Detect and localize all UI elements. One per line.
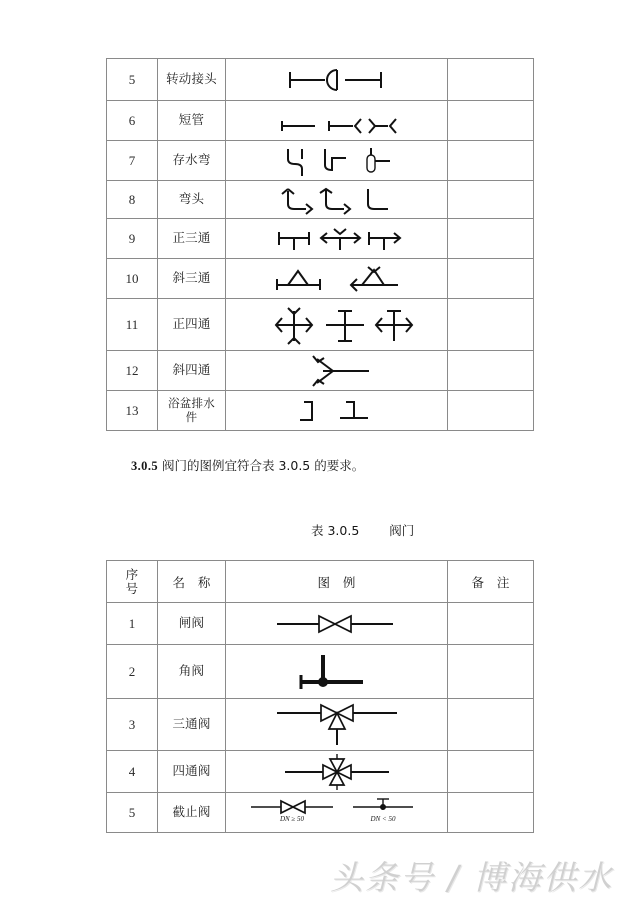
- row-name: 存水弯: [158, 141, 226, 181]
- row-number: 6: [107, 101, 158, 141]
- row-number: 1: [107, 603, 158, 645]
- header-no: [107, 561, 158, 603]
- row-note: [448, 645, 534, 699]
- row-name: [158, 391, 226, 431]
- globe-valve-label-small: DN < 50: [370, 814, 395, 823]
- header-symbol: 图 例: [226, 561, 448, 603]
- row-name: 闸阀: [158, 603, 226, 645]
- row-number: 5: [107, 793, 158, 833]
- symbol-short-pipe: [226, 101, 448, 141]
- table-header-row: [107, 561, 534, 603]
- symbol-tee-straight: [226, 219, 448, 259]
- caption-prefix: 表 3.0.5: [311, 523, 360, 538]
- row-number: 13: [107, 391, 158, 431]
- table-row: [107, 219, 534, 259]
- table-row: [107, 59, 534, 101]
- symbol-globe-valve: [226, 793, 448, 833]
- pipe-fittings-table: [106, 58, 534, 431]
- symbol-cross-oblique: [226, 351, 448, 391]
- row-name-line2: 件: [185, 409, 198, 424]
- clause-number: 3.0.5: [131, 459, 158, 473]
- row-note: [448, 391, 534, 431]
- table-row: [107, 181, 534, 219]
- row-note: [448, 351, 534, 391]
- row-number: 7: [107, 141, 158, 181]
- row-note: [448, 751, 534, 793]
- symbol-rotary-joint: [226, 59, 448, 101]
- row-number: 8: [107, 181, 158, 219]
- header-no-line2: 号: [125, 580, 139, 596]
- table-row: [107, 699, 534, 751]
- caption-title: 阀门: [389, 523, 415, 538]
- row-note: [448, 259, 534, 299]
- symbol-water-trap: [226, 141, 448, 181]
- clause-text: 阀门的图例宜符合表 3.0.5 的要求。: [161, 458, 365, 473]
- symbol-tee-oblique: [226, 259, 448, 299]
- row-number: 12: [107, 351, 158, 391]
- row-note: [448, 101, 534, 141]
- row-number: 2: [107, 645, 158, 699]
- row-number: 10: [107, 259, 158, 299]
- row-note: [448, 219, 534, 259]
- row-name: 截止阀: [158, 793, 226, 833]
- watermark: 头条号 / 博海供水: [330, 858, 614, 897]
- row-note: [448, 181, 534, 219]
- clause-3-0-5: [131, 456, 364, 474]
- header-no-line1: 序: [125, 566, 139, 582]
- row-name: 正三通: [158, 219, 226, 259]
- symbol-gate-valve: [226, 603, 448, 645]
- row-name: 弯头: [158, 181, 226, 219]
- row-note: [448, 299, 534, 351]
- header-note: 备 注: [448, 561, 534, 603]
- row-number: 9: [107, 219, 158, 259]
- row-name: 三通阀: [158, 699, 226, 751]
- row-note: [448, 793, 534, 833]
- row-number: 5: [107, 59, 158, 101]
- table-row: [107, 259, 534, 299]
- table-row: [107, 391, 534, 431]
- row-note: [448, 59, 534, 101]
- row-name-line1: 浴盆排水: [168, 395, 215, 410]
- table-row: [107, 603, 534, 645]
- row-name: 转动接头: [158, 59, 226, 101]
- table-row: [107, 141, 534, 181]
- row-name: 短管: [158, 101, 226, 141]
- table-row: [107, 645, 534, 699]
- globe-valve-label-large: DN ≥ 50: [279, 814, 304, 823]
- symbol-three-way-valve: [226, 699, 448, 751]
- header-name: 名 称: [158, 561, 226, 603]
- table-row: [107, 793, 534, 833]
- row-name: 角阀: [158, 645, 226, 699]
- valves-table: [106, 560, 534, 833]
- table-row: [107, 299, 534, 351]
- row-number: 11: [107, 299, 158, 351]
- table-row: [107, 351, 534, 391]
- row-name: 斜三通: [158, 259, 226, 299]
- row-name: 正四通: [158, 299, 226, 351]
- table-caption-3-0-5: [311, 521, 414, 539]
- symbol-angle-valve: [226, 645, 448, 699]
- row-name: 斜四通: [158, 351, 226, 391]
- table-row: [107, 751, 534, 793]
- row-number: 4: [107, 751, 158, 793]
- symbol-bath-drain: [226, 391, 448, 431]
- row-note: [448, 141, 534, 181]
- row-name: 四通阀: [158, 751, 226, 793]
- row-number: 3: [107, 699, 158, 751]
- symbol-four-way-valve: [226, 751, 448, 793]
- symbol-elbow: [226, 181, 448, 219]
- symbol-cross-straight: [226, 299, 448, 351]
- row-note: [448, 603, 534, 645]
- table-row: [107, 101, 534, 141]
- row-note: [448, 699, 534, 751]
